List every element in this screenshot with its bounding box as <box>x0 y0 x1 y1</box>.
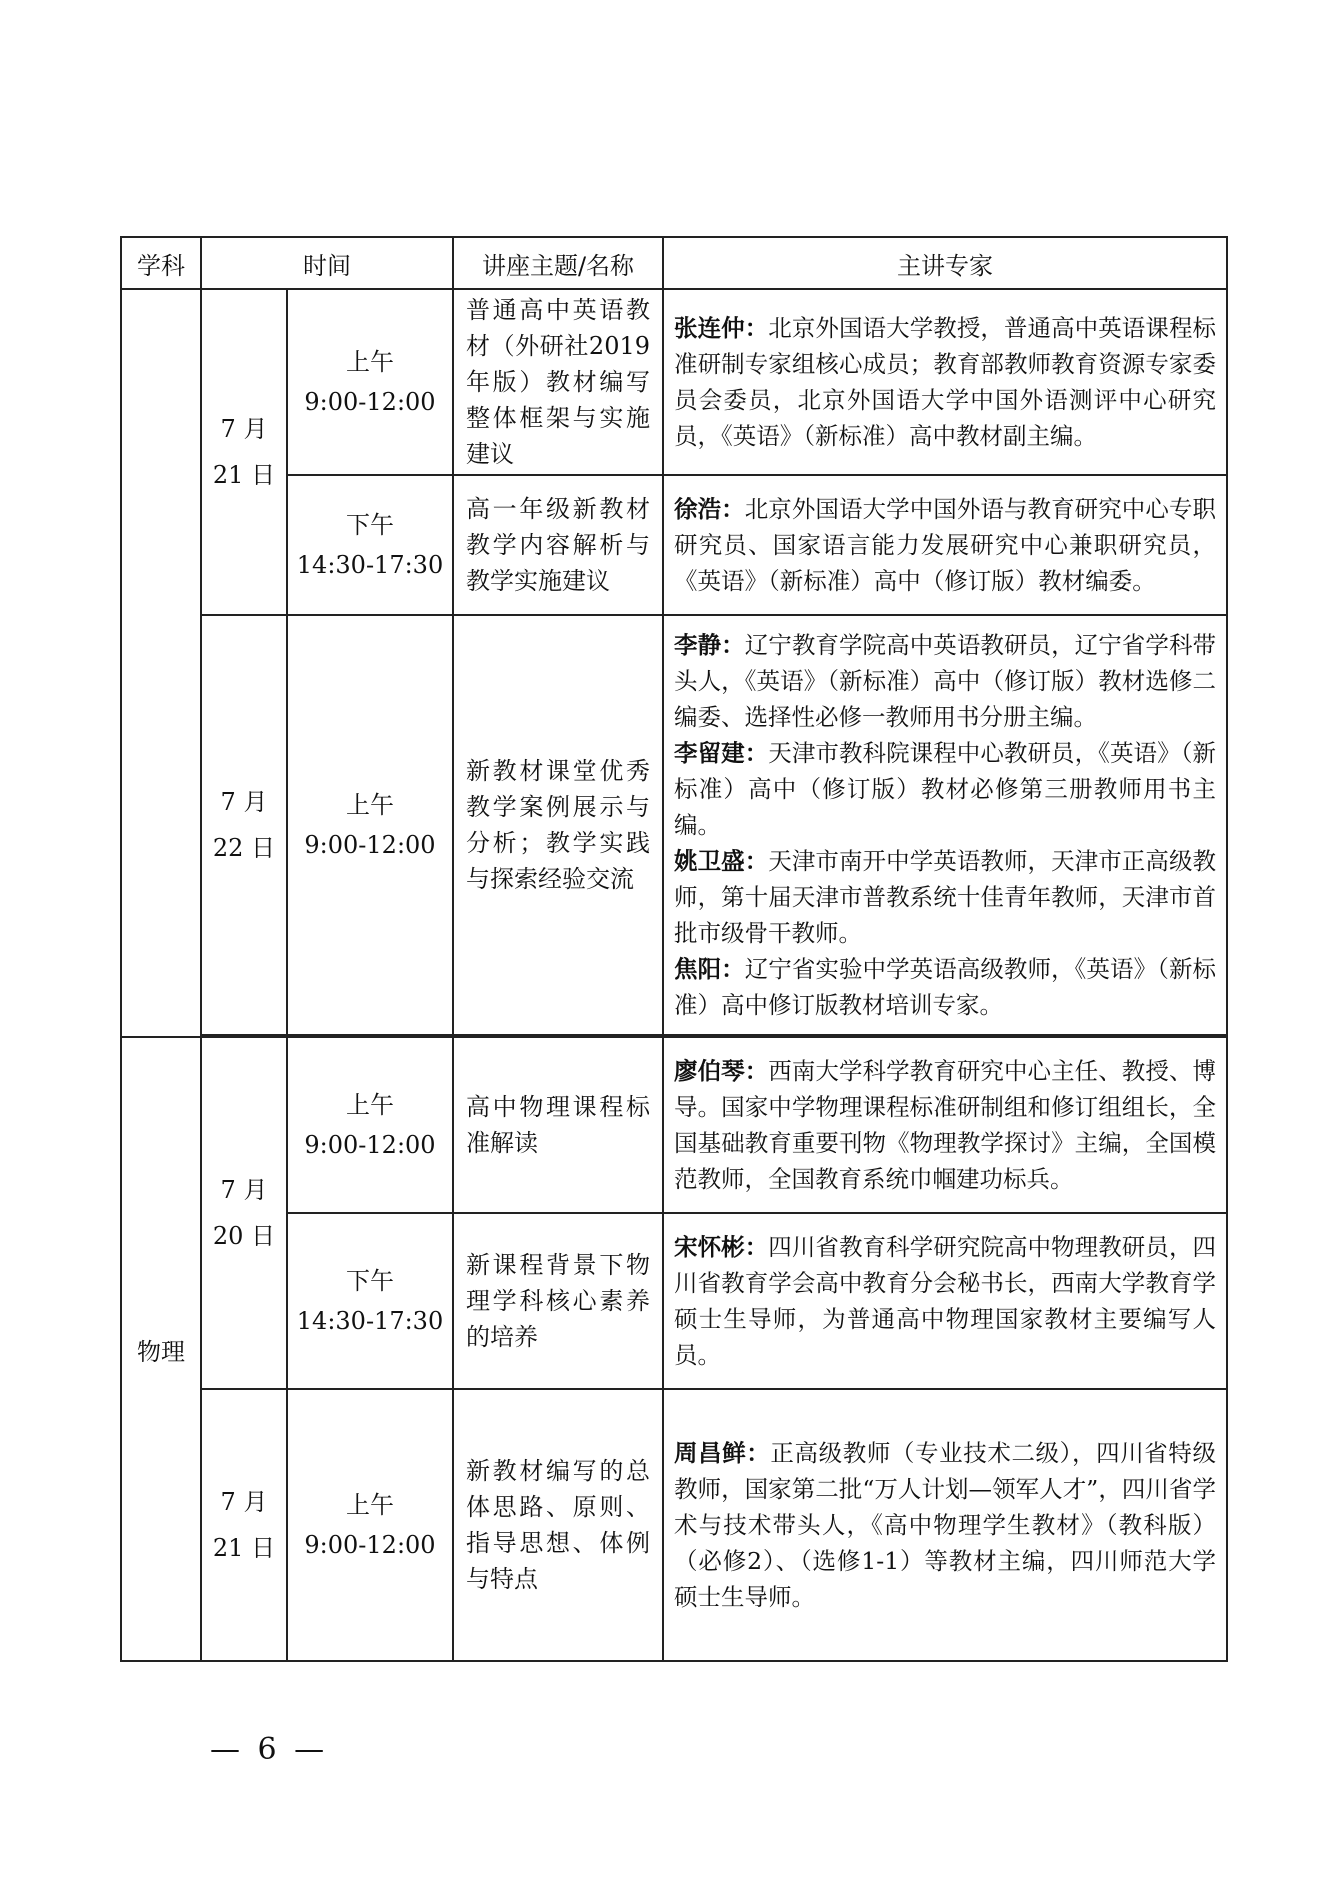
session-period: 上午 <box>346 348 394 376</box>
expert-desc: 辽宁省实验中学英语高级教师，《英语》（新标准）高中修订版教材培训专家。 <box>674 955 1217 1019</box>
session-period: 上午 <box>346 1091 394 1119</box>
time-cell <box>287 1389 453 1661</box>
table-row <box>121 1389 1227 1661</box>
date-cell <box>201 615 287 1035</box>
table-row <box>121 475 1227 615</box>
page-number: — 6 — <box>210 1732 329 1767</box>
session-period: 下午 <box>346 1267 394 1295</box>
expert-name: 廖伯琴： <box>674 1057 769 1085</box>
topic-cell: 普通高中英语教材（外研社2019年版）教材编写整体框架与实施建议 <box>453 289 663 475</box>
expert-entry <box>674 1435 1216 1615</box>
expert-entry <box>674 310 1216 454</box>
topic-cell: 新课程背景下物理学科核心素养的培养 <box>453 1213 663 1389</box>
expert-name: 焦阳： <box>674 955 745 983</box>
time-cell <box>287 1213 453 1389</box>
expert-desc: 辽宁教育学院高中英语教研员，辽宁省学科带头人，《英语》（新标准）高中（修订版）教材选修二编委、选择性必修一教师用书分册主编。 <box>674 631 1217 731</box>
header-row <box>121 237 1227 289</box>
expert-cell <box>663 1389 1227 1661</box>
expert-entry <box>674 735 1216 843</box>
expert-desc: 西南大学科学教育研究中心主任、教授、博导。国家中学物理课程标准研制组和修订组组长，全国基础教育重要刊物《物理教学探讨》主编，全国模范教师，全国教育系统巾帼建功标兵。 <box>674 1057 1217 1193</box>
date-day: 20 日 <box>212 1222 276 1250</box>
subject-cell: 物理 <box>121 1037 201 1661</box>
table-row <box>121 1037 1227 1213</box>
session-period: 上午 <box>346 791 394 819</box>
expert-name: 张连仲： <box>674 314 769 342</box>
expert-entry <box>674 1229 1216 1373</box>
time-cell <box>287 615 453 1035</box>
expert-desc: 天津市南开中学英语教师，天津市正高级教师，第十届天津市普教系统十佳青年教师，天津市首批市级骨干教师。 <box>674 847 1217 947</box>
date-day: 21 日 <box>212 1534 276 1562</box>
expert-entry <box>674 1053 1216 1197</box>
expert-desc: 正高级教师（专业技术二级），四川省特级教师，国家第二批“万人计划—领军人才”，四川省学术与技术带头人，《高中物理学生教材》（教科版）（必修2）、（选修1-1）等教材主编，四川师范大学硕士生导师。 <box>674 1439 1217 1611</box>
expert-desc: 北京外国语大学教授，普通高中英语课程标准研制专家组核心成员；教育部教师教育资源专家委员会委员，北京外国语大学中国外语测评中心研究员，《英语》（新标准）高中教材副主编。 <box>674 314 1217 450</box>
date-cell <box>201 1389 287 1661</box>
table-row <box>121 1213 1227 1389</box>
topic-cell: 新教材编写的总体思路、原则、指导思想、体例与特点 <box>453 1389 663 1661</box>
table-row <box>121 615 1227 1035</box>
session-time: 9:00-12:00 <box>304 388 436 416</box>
expert-entry <box>674 843 1216 951</box>
date-cell <box>201 289 287 615</box>
expert-entry <box>674 627 1216 735</box>
session-time: 9:00-12:00 <box>304 831 436 859</box>
expert-name: 徐浩： <box>674 495 745 523</box>
topic-cell: 新教材课堂优秀教学案例展示与分析；教学实践与探索经验交流 <box>453 615 663 1035</box>
schedule-table <box>120 236 1228 1662</box>
header-subject: 学科 <box>121 237 201 289</box>
header-time: 时间 <box>201 237 453 289</box>
expert-cell <box>663 1037 1227 1213</box>
time-cell <box>287 1037 453 1213</box>
expert-name: 李静： <box>674 631 745 659</box>
session-period: 上午 <box>346 1491 394 1519</box>
expert-cell <box>663 615 1227 1035</box>
session-time: 14:30-17:30 <box>296 551 444 579</box>
session-time: 14:30-17:30 <box>296 1307 444 1335</box>
date-cell <box>201 1037 287 1389</box>
expert-name: 宋怀彬： <box>674 1233 769 1261</box>
header-expert: 主讲专家 <box>663 237 1227 289</box>
date-month: 7 月 <box>220 1488 268 1516</box>
date-month: 7 月 <box>220 1176 268 1204</box>
expert-desc: 北京外国语大学中国外语与教育研究中心专职研究员、国家语言能力发展研究中心兼职研究员，《英语》（新标准）高中（修订版）教材编委。 <box>674 495 1217 595</box>
table-row <box>121 289 1227 475</box>
topic-cell: 高中物理课程标准解读 <box>453 1037 663 1213</box>
expert-desc: 天津市教科院课程中心教研员，《英语》（新标准）高中（修订版）教材必修第三册教师用书主编。 <box>674 739 1217 839</box>
expert-name: 周昌鲜： <box>674 1439 771 1467</box>
expert-cell <box>663 289 1227 475</box>
header-topic: 讲座主题/名称 <box>453 237 663 289</box>
subject-cell <box>121 289 201 1037</box>
expert-name: 李留建： <box>674 739 769 767</box>
expert-entry <box>674 951 1216 1023</box>
expert-cell <box>663 475 1227 615</box>
time-cell <box>287 475 453 615</box>
date-day: 21 日 <box>212 461 276 489</box>
session-time: 9:00-12:00 <box>304 1531 436 1559</box>
expert-desc: 四川省教育科学研究院高中物理教研员，四川省教育学会高中教育分会秘书长，西南大学教育学硕士生导师，为普通高中物理国家教材主要编写人员。 <box>674 1233 1217 1369</box>
expert-cell <box>663 1213 1227 1389</box>
date-day: 22 日 <box>212 834 276 862</box>
session-time: 9:00-12:00 <box>304 1131 436 1159</box>
expert-name: 姚卫盛： <box>674 847 769 875</box>
session-period: 下午 <box>346 511 394 539</box>
date-month: 7 月 <box>220 788 268 816</box>
date-month: 7 月 <box>220 415 268 443</box>
time-cell <box>287 289 453 475</box>
topic-cell: 高一年级新教材教学内容解析与教学实施建议 <box>453 475 663 615</box>
expert-entry <box>674 491 1216 599</box>
